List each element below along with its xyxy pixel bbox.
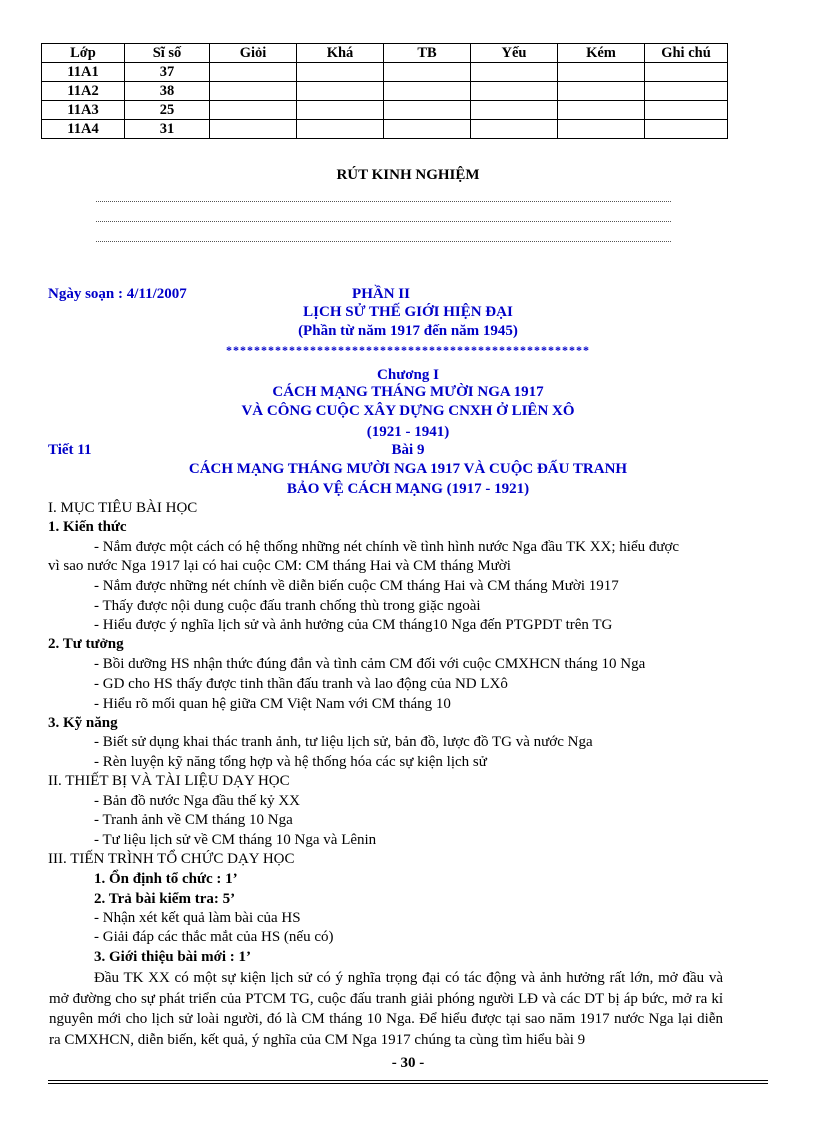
list-item: - Bồi dưỡng HS nhận thức đúng đắn và tình cảm CM đối với cuộc CMXHCN tháng 10 Nga	[94, 656, 646, 672]
table-row	[42, 101, 728, 120]
subsection-tra-bai: 2. Trả bài kiểm tra: 5’	[94, 891, 236, 907]
intro-paragraph: Đầu TK XX có một sự kiện lịch sử có ý nghĩa trọng đại có tác động và ảnh hưởng rất lớn, mở đầu và mở đường cho sự phát triển của PTCM TG, cuộc đấu tranh giải phóng người LĐ và các DT bị áp bức, mở ra kỉ nguyên mới cho lịch sử loài người, đó là CM tháng 10 Nga. Để hiểu được tại sao năm 1917 nước Nga lại diễn ra CMXHCN, diễn biến, kết quả, ý nghĩa của CM Nga 1917 chúng ta cùng tìm hiểu bài 9	[49, 970, 723, 1048]
list-item: - Hiểu được ý nghĩa lịch sử và ảnh hưởng của CM tháng10 Nga đến PTGPDT trên TG	[94, 617, 613, 633]
table-row	[42, 120, 728, 139]
list-item: - Bản đồ nước Nga đầu thế kỷ XX	[94, 793, 301, 809]
count-cell: 38	[125, 82, 210, 101]
chuong-years: (1921 - 1941)	[366, 424, 450, 440]
section-3-heading: III. TIẾN TRÌNH TỔ CHỨC DẠY HỌC	[48, 851, 295, 867]
list-item: - Rèn luyện kỹ năng tổng hợp và hệ thống hóa các sự kiện lịch sử	[94, 754, 487, 770]
chuong-title-2: VÀ CÔNG CUỘC XÂY DỰNG CNXH Ở LIÊN XÔ	[241, 403, 575, 419]
subsection-on-dinh: 1. Ổn định tổ chức : 1’	[94, 871, 238, 887]
list-item: - Nắm được những nét chính về diễn biến cuộc CM tháng Hai và CM tháng Mười 1917	[94, 578, 619, 594]
subsection-gioi-thieu: 3. Giới thiệu bài mới : 1’	[94, 949, 252, 965]
subsection-tu-tuong: 2. Tư tưởng	[48, 636, 124, 652]
list-item: - Giải đáp các thắc mắt của HS (nếu có)	[94, 929, 334, 945]
bai-title-1: CÁCH MẠNG THÁNG MƯỜI NGA 1917 VÀ CUỘC ĐẤU TRANH	[188, 461, 628, 477]
col-ghichu: Ghi chú	[645, 44, 728, 63]
count-cell: 31	[125, 120, 210, 139]
table-row	[42, 82, 728, 101]
stars-divider: ****************************************************	[226, 343, 590, 357]
footer-rule-thin	[48, 1083, 768, 1084]
col-kem: Kém	[558, 44, 645, 63]
phan-title: LỊCH SỬ THẾ GIỚI HIỆN ĐẠI	[303, 304, 513, 320]
ngay-soan: Ngày soạn : 4/11/2007	[48, 286, 187, 302]
list-item: - Nhận xét kết quả làm bài của HS	[94, 910, 301, 926]
list-item: - Nắm được một cách có hệ thống những nét chính về tình hình nước Nga đầu TK XX; hiểu được	[94, 539, 680, 555]
col-tb: TB	[384, 44, 471, 63]
list-item: - Tranh ảnh về CM tháng 10 Nga	[94, 812, 293, 828]
chuong-label: Chương I	[377, 367, 439, 383]
list-item: - Thấy được nội dung cuộc đấu tranh chống thù trong giặc ngoài	[94, 598, 481, 614]
rut-kinh-nghiem-heading: RÚT KINH NGHIỆM	[336, 167, 480, 183]
list-item: - Biết sử dụng khai thác tranh ảnh, tư liệu lịch sử, bản đồ, lược đồ TG và nước Nga	[94, 734, 593, 750]
dotted-line	[96, 200, 671, 202]
class-cell: 11A3	[42, 101, 125, 120]
col-kha: Khá	[297, 44, 384, 63]
footer-rule	[48, 1080, 768, 1081]
bai-title-2: BẢO VỆ CÁCH MẠNG (1917 - 1921)	[286, 481, 530, 497]
count-cell: 37	[125, 63, 210, 82]
list-item: - Tư liệu lịch sử về CM tháng 10 Nga và Lênin	[94, 832, 377, 848]
class-cell: 11A4	[42, 120, 125, 139]
dotted-line	[96, 240, 671, 242]
subsection-kien-thuc: 1. Kiến thức	[48, 519, 127, 535]
table-header-row	[42, 44, 728, 63]
table-row	[42, 63, 728, 82]
col-yeu: Yếu	[471, 44, 558, 63]
col-lop: Lớp	[42, 44, 125, 63]
grade-table	[41, 43, 728, 139]
col-gioi: Giỏi	[210, 44, 297, 63]
section-1-heading: I. MỤC TIÊU BÀI HỌC	[48, 500, 198, 516]
list-item: - Hiểu rõ mối quan hệ giữa CM Việt Nam với CM tháng 10	[94, 696, 451, 712]
list-item: - GD cho HS thấy được tinh thần đấu tranh và lao động của ND LXô	[94, 676, 508, 692]
bai-label: Bài 9	[391, 442, 425, 458]
class-cell: 11A1	[42, 63, 125, 82]
col-siso: Sĩ số	[125, 44, 210, 63]
tiet-label: Tiết 11	[48, 442, 92, 458]
chuong-title-1: CÁCH MẠNG THÁNG MƯỜI NGA 1917	[272, 384, 544, 400]
section-2-heading: II. THIẾT BỊ VÀ TÀI LIỆU DẠY HỌC	[48, 773, 290, 789]
subsection-ky-nang: 3. Kỹ năng	[48, 715, 118, 731]
page-number: - 30 -	[391, 1055, 425, 1071]
dotted-line	[96, 220, 671, 222]
list-item: vì sao nước Nga 1917 lại có hai cuộc CM: CM tháng Hai và CM tháng Mười	[48, 558, 511, 574]
count-cell: 25	[125, 101, 210, 120]
phan-subtitle: (Phần từ năm 1917 đến năm 1945)	[298, 323, 518, 339]
class-cell: 11A2	[42, 82, 125, 101]
phan-label: PHẦN II	[352, 286, 410, 302]
